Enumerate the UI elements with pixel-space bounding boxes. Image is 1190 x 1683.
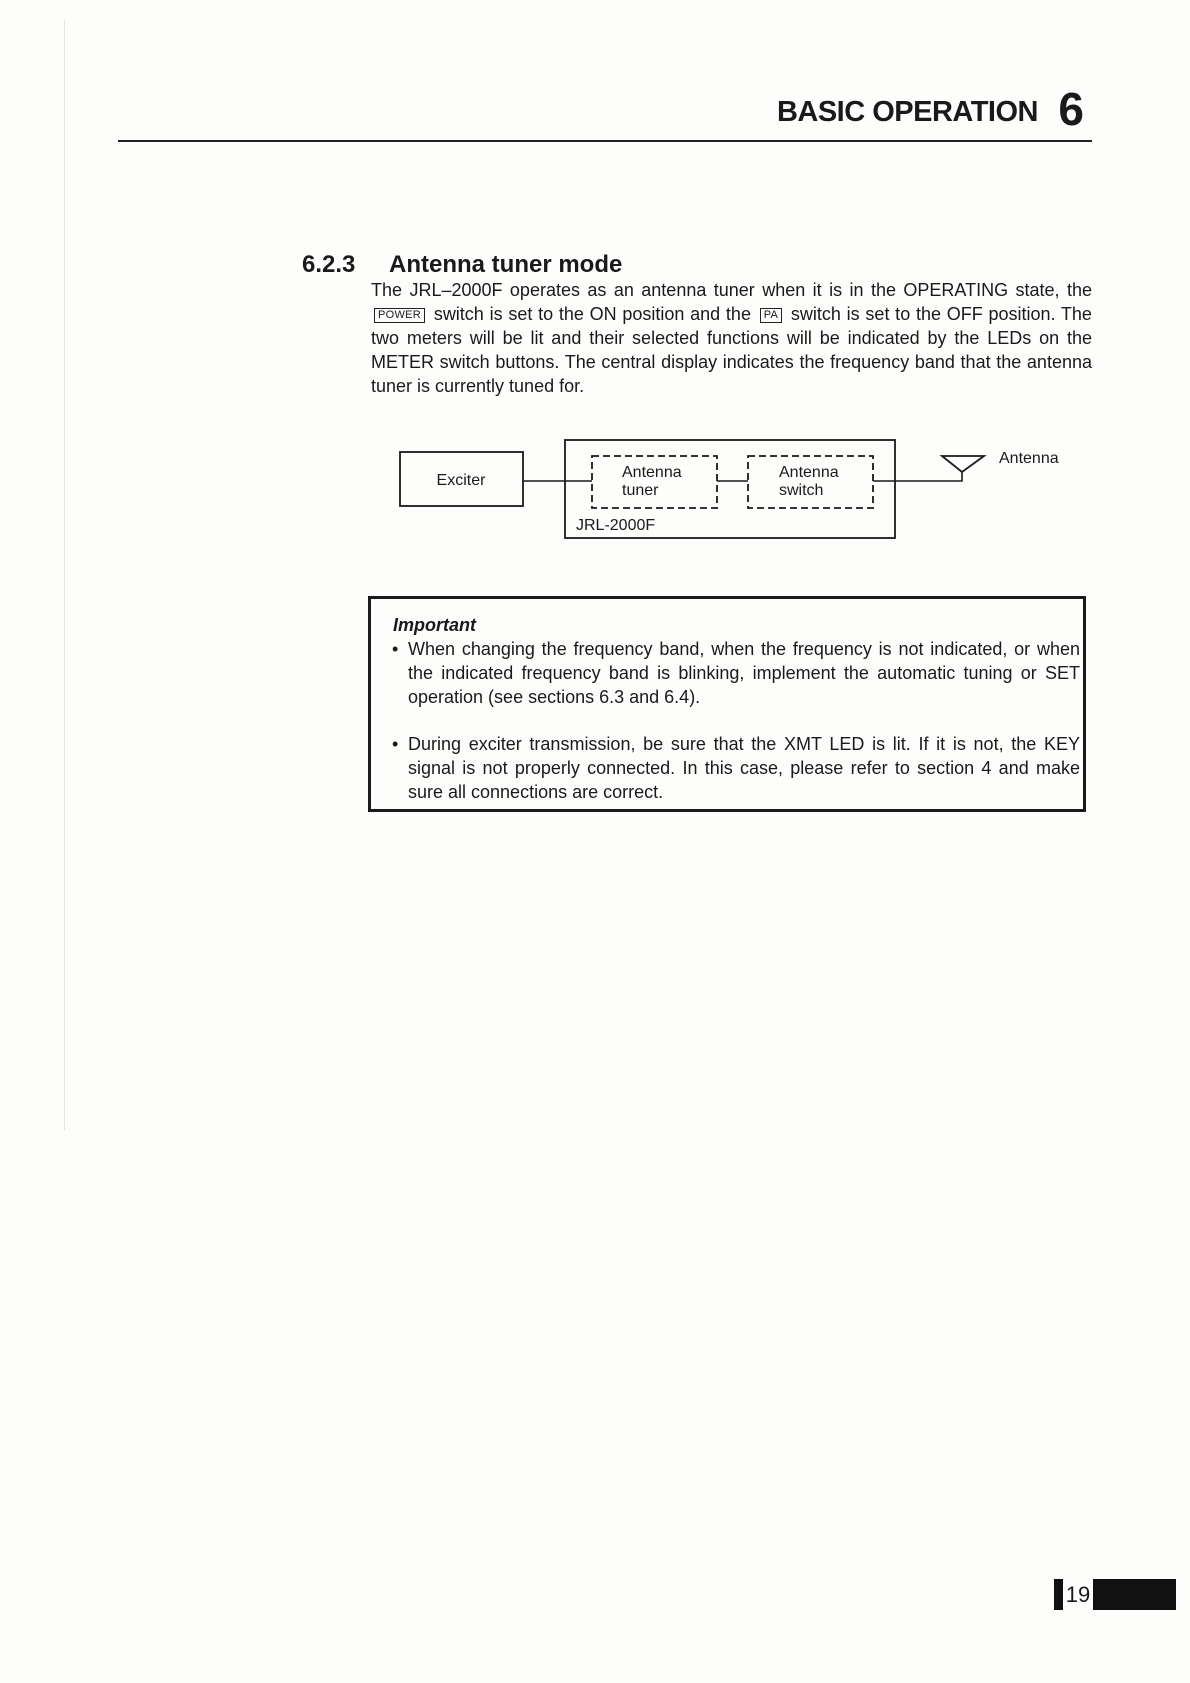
switch-label-line1: Antenna — [779, 464, 839, 481]
switch-to-antenna-line — [873, 472, 962, 481]
body-part-3: switch is set to the OFF position. The two meters will be lit and their selected functions will be indicated by the LEDs on the METER switch buttons. The central display indicates the frequency band that the antenna tuner is currently tuned for. — [371, 304, 1092, 396]
note-text: When changing the frequency band, when the frequency is not indicated, or when the indicated frequency band is blinking, implement the automatic tuning or SET operation (see sections 6.3 and 6.4). — [408, 639, 1080, 707]
body-part-2: switch is set to the ON position and the — [433, 304, 751, 324]
antenna-icon — [942, 456, 984, 472]
binding-shadow — [64, 20, 65, 1130]
body-part-1: The JRL–2000F operates as an antenna tuner when it is in the OPERATING state, the — [371, 280, 1092, 300]
note-text: During exciter transmission, be sure that the XMT LED is lit. If it is not, the KEY signal is not properly connected. In this case, please refer to section 4 and make sure all connections are correct. — [408, 734, 1080, 802]
important-title: Important — [393, 615, 476, 635]
unit-label: JRL-2000F — [576, 517, 656, 534]
bullet-icon: • — [392, 639, 399, 659]
section-body — [371, 278, 1092, 398]
tuner-label-line2: tuner — [622, 482, 659, 499]
bullet-icon: • — [392, 734, 399, 754]
exciter-label: Exciter — [436, 472, 486, 489]
pa-key-label: PA — [760, 308, 782, 323]
important-note — [392, 732, 1080, 804]
antenna-label: Antenna — [999, 450, 1059, 467]
power-key-label: POWER — [374, 308, 425, 323]
page-number: 19 — [1065, 1582, 1091, 1607]
switch-label-line2: switch — [779, 482, 824, 499]
section-title: Antenna tuner mode — [389, 251, 623, 278]
header-rule — [118, 140, 1092, 142]
chapter-title: BASIC OPERATION — [776, 96, 1038, 128]
chapter-number: 6 — [1058, 83, 1084, 135]
important-notice-box — [368, 596, 1086, 812]
block-diagram — [390, 432, 1090, 542]
section-number: 6.2.3 — [302, 251, 356, 278]
important-note — [392, 637, 1080, 709]
tuner-label-line1: Antenna — [622, 464, 682, 481]
